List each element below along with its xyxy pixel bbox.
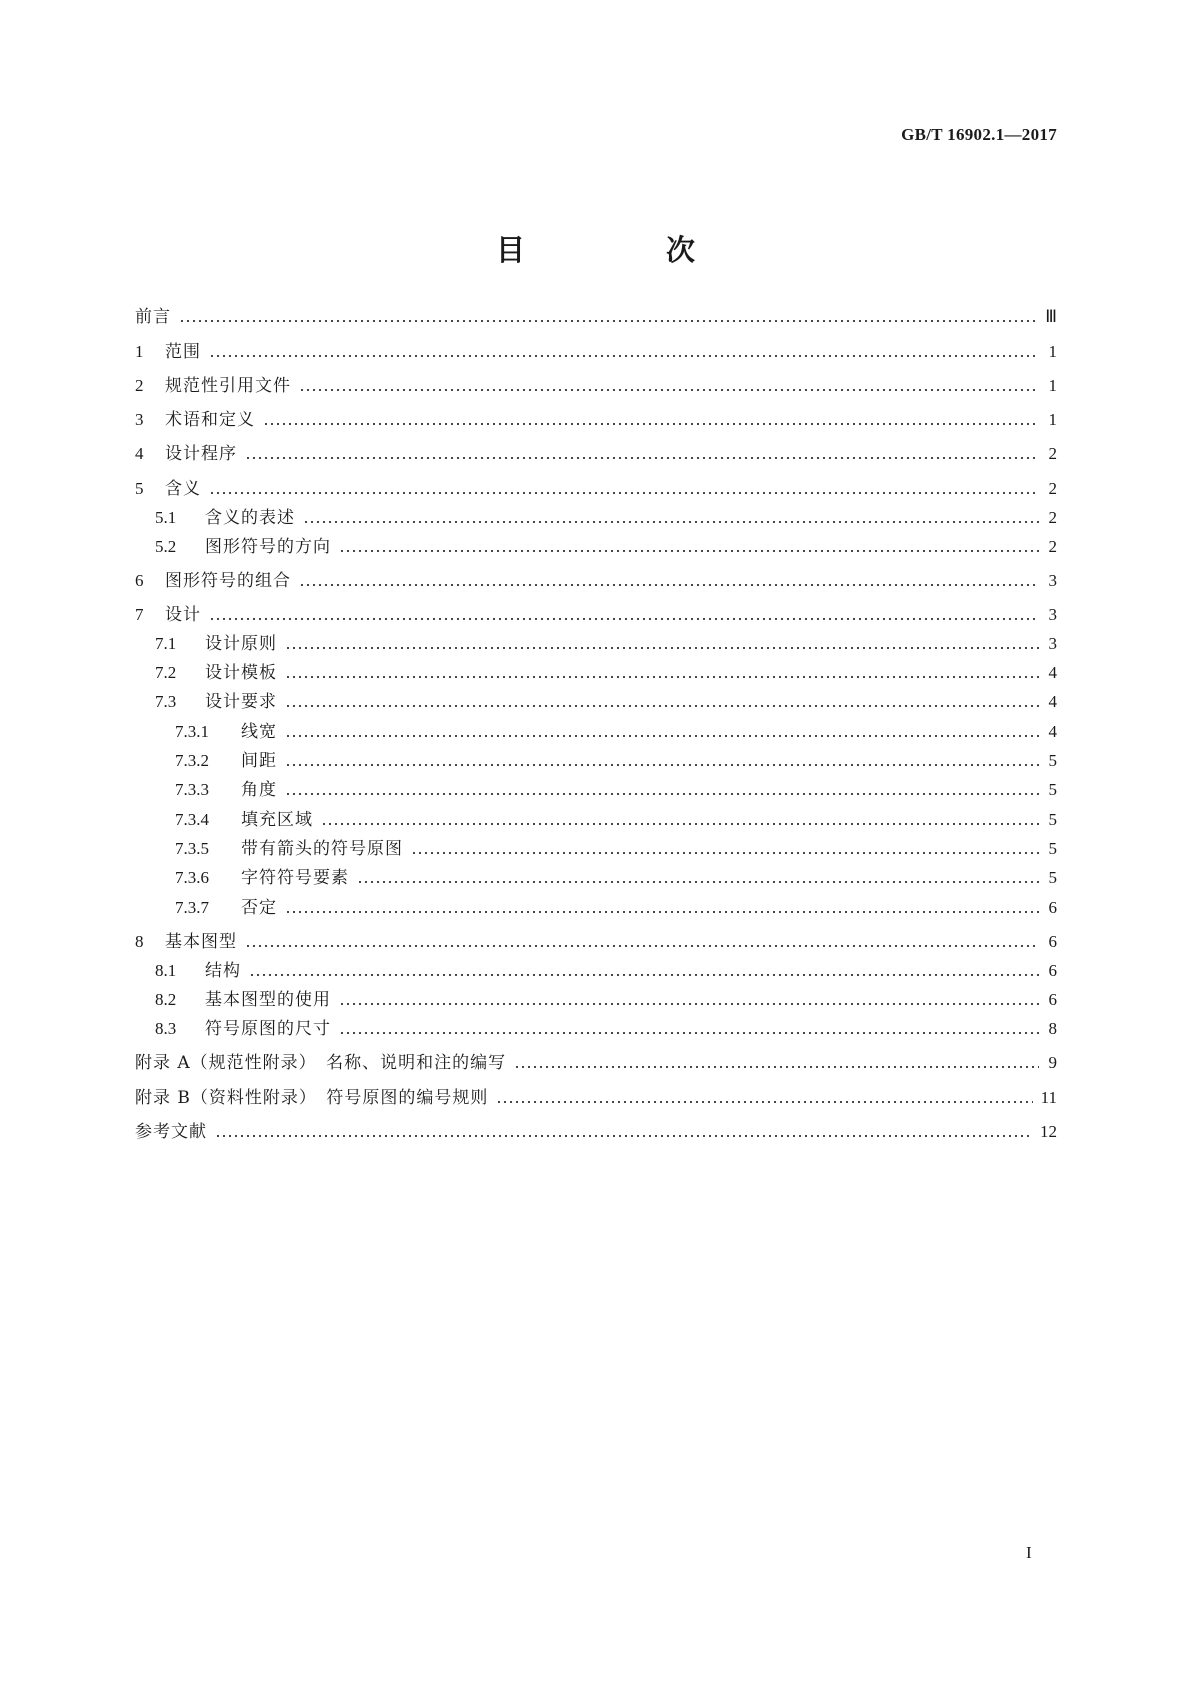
- toc-number: 3: [135, 410, 144, 429]
- toc-entry-foreword[interactable]: [135, 305, 1057, 329]
- toc-number: 8.2: [155, 990, 177, 1009]
- toc-page: 1: [1048, 410, 1057, 429]
- toc-number: 7.3.3: [175, 780, 209, 799]
- dot-leader: [249, 959, 1039, 983]
- toc-entry-7-3-6[interactable]: [135, 866, 1057, 890]
- toc-label: 含义的表述: [205, 508, 295, 528]
- toc-page: 3: [1048, 605, 1057, 624]
- toc-label: 设计模板: [205, 663, 277, 683]
- toc-number: 8.3: [155, 1019, 177, 1038]
- toc-number: 5.1: [155, 508, 177, 527]
- toc-entry-7[interactable]: [135, 603, 1057, 627]
- dot-leader: [245, 442, 1039, 466]
- toc-label: 参考文献: [135, 1122, 207, 1142]
- dot-leader: [263, 408, 1039, 432]
- toc-entry-8-3[interactable]: [135, 1017, 1057, 1041]
- toc-entry-7-3-7[interactable]: [135, 896, 1057, 920]
- dot-leader: [339, 535, 1039, 559]
- toc-page: 2: [1048, 444, 1057, 463]
- toc-number: 8.1: [155, 961, 177, 980]
- toc-page: 3: [1048, 634, 1057, 653]
- dot-leader: [514, 1051, 1039, 1075]
- toc-entry-7-3-5[interactable]: [135, 837, 1057, 861]
- toc-entry-3[interactable]: [135, 408, 1057, 432]
- toc-page: 4: [1048, 722, 1057, 741]
- toc-number: 7.2: [155, 663, 177, 682]
- toc-label: 字符符号要素: [241, 868, 349, 888]
- toc-entry-7-3-2[interactable]: [135, 749, 1057, 773]
- toc-number: 6: [135, 571, 144, 590]
- toc-page: 5: [1048, 839, 1057, 858]
- toc-number: 1: [135, 342, 144, 361]
- dot-leader: [179, 305, 1037, 329]
- toc-page: 5: [1048, 751, 1057, 770]
- dot-leader: [321, 808, 1039, 832]
- toc-label: 线宽: [241, 722, 277, 742]
- toc-label: 范围: [165, 342, 201, 362]
- toc-label: 基本图型: [165, 932, 237, 952]
- toc-number: 7.3.5: [175, 839, 209, 858]
- toc-page: 6: [1048, 961, 1057, 980]
- dot-leader: [411, 837, 1039, 861]
- toc-number: 7.3.7: [175, 898, 209, 917]
- toc-entry-5-1[interactable]: [135, 506, 1057, 530]
- toc-label: 设计程序: [165, 444, 237, 464]
- page-number: I: [1026, 1543, 1032, 1562]
- toc-number: 7.3.6: [175, 868, 209, 887]
- toc-label: 否定: [241, 898, 277, 918]
- toc-page: 6: [1048, 990, 1057, 1009]
- dot-leader: [285, 720, 1039, 744]
- toc-label: 规范性引用文件: [165, 376, 291, 396]
- toc-number: 7.3.1: [175, 722, 209, 741]
- toc-label: 角度: [241, 780, 277, 800]
- toc-entry-1[interactable]: [135, 340, 1057, 364]
- toc-entry-8[interactable]: [135, 930, 1057, 954]
- toc-label: 图形符号的组合: [165, 571, 291, 591]
- toc-page: 2: [1048, 537, 1057, 556]
- toc-page: 4: [1048, 663, 1057, 682]
- toc-page: 9: [1048, 1053, 1057, 1072]
- toc-number: 7: [135, 605, 144, 624]
- toc-entry-7-3[interactable]: [135, 690, 1057, 714]
- toc-entry-7-3-1[interactable]: [135, 720, 1057, 744]
- toc-entry-annex-a[interactable]: [135, 1051, 1057, 1075]
- toc-entry-4[interactable]: [135, 442, 1057, 466]
- toc-page: 5: [1048, 780, 1057, 799]
- toc-page: 1: [1048, 342, 1057, 361]
- standard-code: GB/T 16902.1—2017: [901, 125, 1057, 144]
- toc-entry-5[interactable]: [135, 477, 1057, 501]
- toc-page: 5: [1048, 810, 1057, 829]
- dot-leader: [215, 1120, 1032, 1144]
- toc-page: 6: [1048, 932, 1057, 951]
- toc-page: 6: [1048, 898, 1057, 917]
- toc-label: 基本图型的使用: [205, 990, 331, 1010]
- toc-page: 1: [1048, 376, 1057, 395]
- dot-leader: [285, 896, 1039, 920]
- dot-leader: [285, 632, 1039, 656]
- toc-label: 含义: [165, 479, 201, 499]
- dot-leader: [285, 749, 1039, 773]
- toc-entry-8-2[interactable]: [135, 988, 1057, 1012]
- toc-page: 3: [1048, 571, 1057, 590]
- toc-label: 前言: [135, 307, 171, 327]
- toc-entry-bibliography[interactable]: [135, 1120, 1057, 1144]
- toc-entry-7-2[interactable]: [135, 661, 1057, 685]
- toc-number: 7.3.2: [175, 751, 209, 770]
- toc-entry-annex-b[interactable]: [135, 1086, 1057, 1110]
- toc-number: 5: [135, 479, 144, 498]
- toc-label: 填充区域: [241, 810, 313, 830]
- toc-label: 设计要求: [205, 692, 277, 712]
- toc-entry-5-2[interactable]: [135, 535, 1057, 559]
- toc-label: 附录 A（规范性附录） 名称、说明和注的编写: [135, 1053, 507, 1073]
- toc-number: 7.1: [155, 634, 177, 653]
- toc-label: 设计: [165, 605, 201, 625]
- toc-page: Ⅲ: [1045, 307, 1057, 326]
- dot-leader: [299, 569, 1039, 593]
- dot-leader: [339, 1017, 1039, 1041]
- toc-page: 2: [1048, 479, 1057, 498]
- toc-page: 5: [1048, 868, 1057, 887]
- dot-leader: [496, 1086, 1032, 1110]
- toc-label: 符号原图的尺寸: [205, 1019, 331, 1039]
- dot-leader: [285, 661, 1039, 685]
- toc-label: 间距: [241, 751, 277, 771]
- dot-leader: [209, 603, 1039, 627]
- toc-page: 4: [1048, 692, 1057, 711]
- page-title: 目 次: [495, 233, 751, 267]
- toc-label: 结构: [205, 961, 241, 981]
- toc-page: 2: [1048, 508, 1057, 527]
- toc-page: 12: [1040, 1122, 1057, 1141]
- toc-label: 带有箭头的符号原图: [241, 839, 403, 859]
- table-of-contents: [135, 0, 1057, 1684]
- dot-leader: [299, 374, 1039, 398]
- toc-number: 7.3.4: [175, 810, 209, 829]
- dot-leader: [357, 866, 1039, 890]
- toc-entry-7-1[interactable]: [135, 632, 1057, 656]
- toc-page: 8: [1048, 1019, 1057, 1038]
- toc-number: 4: [135, 444, 144, 463]
- toc-page: 11: [1040, 1088, 1057, 1107]
- toc-number: 5.2: [155, 537, 177, 556]
- dot-leader: [285, 778, 1039, 802]
- toc-entry-8-1[interactable]: [135, 959, 1057, 983]
- toc-entry-2[interactable]: [135, 374, 1057, 398]
- toc-entry-7-3-4[interactable]: [135, 808, 1057, 832]
- dot-leader: [285, 690, 1039, 714]
- toc-label: 图形符号的方向: [205, 537, 331, 557]
- toc-number: 8: [135, 932, 144, 951]
- dot-leader: [303, 506, 1039, 530]
- toc-label: 设计原则: [205, 634, 277, 654]
- toc-entry-6[interactable]: [135, 569, 1057, 593]
- toc-number: 7.3: [155, 692, 177, 711]
- toc-label: 术语和定义: [165, 410, 255, 430]
- toc-label: 附录 B（资料性附录） 符号原图的编号规则: [135, 1088, 489, 1108]
- dot-leader: [209, 340, 1039, 364]
- dot-leader: [339, 988, 1039, 1012]
- toc-entry-7-3-3[interactable]: [135, 778, 1057, 802]
- dot-leader: [245, 930, 1039, 954]
- dot-leader: [209, 477, 1039, 501]
- toc-number: 2: [135, 376, 144, 395]
